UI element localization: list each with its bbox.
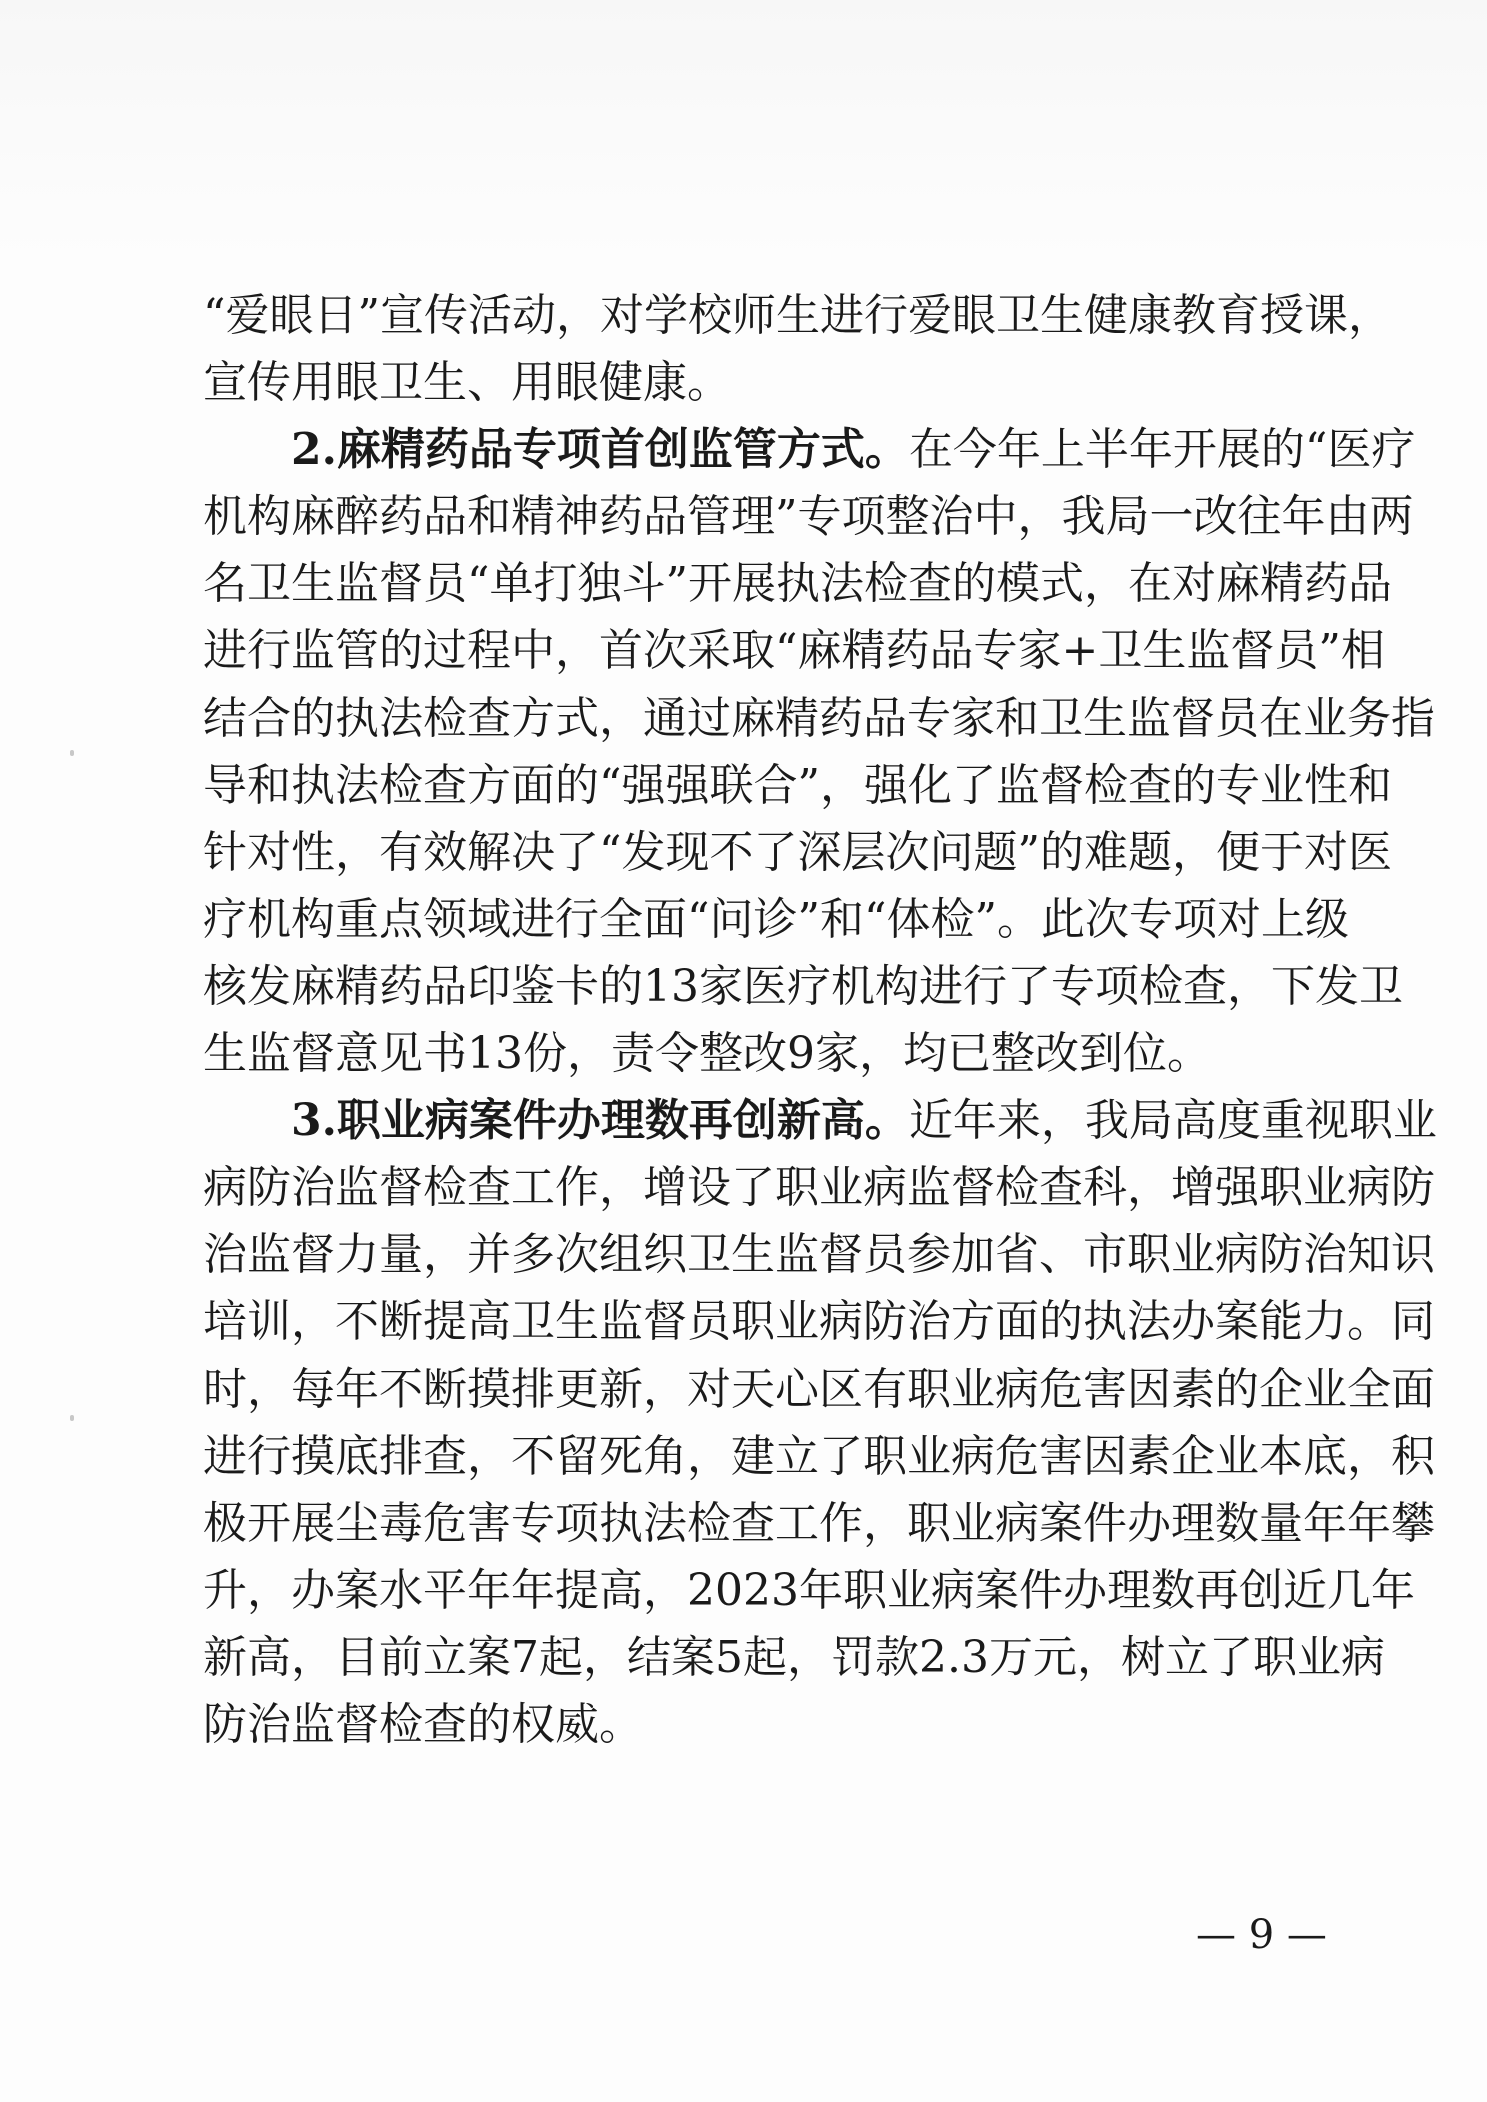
scan-mark <box>70 750 74 756</box>
paragraph-line: 进行摸底排查，不留死角，建立了职业病危害因素企业本底，积 <box>203 1430 1435 1482</box>
paragraph-line: 升，办案水平年年提高，2023年职业病案件办理数再创近几年 <box>203 1564 1415 1616</box>
paragraph-line: 治监督力量，并多次组织卫生监督员参加省、市职业病防治知识 <box>203 1229 1435 1281</box>
paragraph-line: 防治监督检查的权威。 <box>203 1698 643 1750</box>
paragraph-line: 生监督意见书13份，责令整改9家，均已整改到位。 <box>203 1028 1211 1080</box>
section-heading-line: 2.麻精药品专项首创监管方式。在今年上半年开展的“医疗 <box>291 424 1416 476</box>
paragraph-line: 宣传用眼卫生、用眼健康。 <box>203 357 731 409</box>
paragraph-line: 疗机构重点领域进行全面“问诊”和“体检”。此次专项对上级 <box>203 893 1349 945</box>
paragraph-line: 核发麻精药品印鉴卡的13家医疗机构进行了专项检查，下发卫 <box>203 960 1403 1012</box>
paragraph-line: 机构麻醉药品和精神药品管理”专项整治中，我局一改往年由两 <box>203 491 1414 543</box>
paragraph-line: 进行监管的过程中，首次采取“麻精药品专家+卫生监督员”相 <box>203 625 1385 677</box>
paragraph-line: 极开展尘毒危害专项执法检查工作，职业病案件办理数量年年攀 <box>203 1497 1435 1549</box>
paragraph-line: 新高，目前立案7起，结案5起，罚款2.3万元，树立了职业病 <box>203 1631 1385 1683</box>
paragraph-line: 培训，不断提高卫生监督员职业病防治方面的执法办案能力。同 <box>203 1296 1435 1348</box>
paragraph-line: 导和执法检查方面的“强强联合”，强化了监督检查的专业性和 <box>203 759 1392 811</box>
paragraph-line: 名卫生监督员“单打独斗”开展执法检查的模式，在对麻精药品 <box>203 558 1392 610</box>
section-heading: 2.麻精药品专项首创监管方式。 <box>291 424 909 476</box>
paragraph-line: 结合的执法检查方式，通过麻精药品专家和卫生监督员在业务指 <box>203 692 1435 744</box>
paragraph-line: “爱眼日”宣传活动，对学校师生进行爱眼卫生健康教育授课， <box>203 290 1392 341</box>
paragraph-line: 病防治监督检查工作，增设了职业病监督检查科，增强职业病防 <box>203 1162 1435 1214</box>
paragraph-line: 时，每年不断摸排更新，对天心区有职业病危害因素的企业全面 <box>203 1363 1435 1415</box>
scan-header-band <box>0 0 1487 260</box>
page-number: — 9 — <box>1196 1912 1327 1958</box>
body-text <box>203 282 1437 1758</box>
scan-mark <box>70 1415 74 1421</box>
paragraph-line: 针对性，有效解决了“发现不了深层次问题”的难题，便于对医 <box>203 826 1392 878</box>
section-heading-line: 3.职业病案件办理数再创新高。近年来，我局高度重视职业 <box>291 1095 1437 1147</box>
section-heading: 3.职业病案件办理数再创新高。 <box>291 1095 909 1147</box>
